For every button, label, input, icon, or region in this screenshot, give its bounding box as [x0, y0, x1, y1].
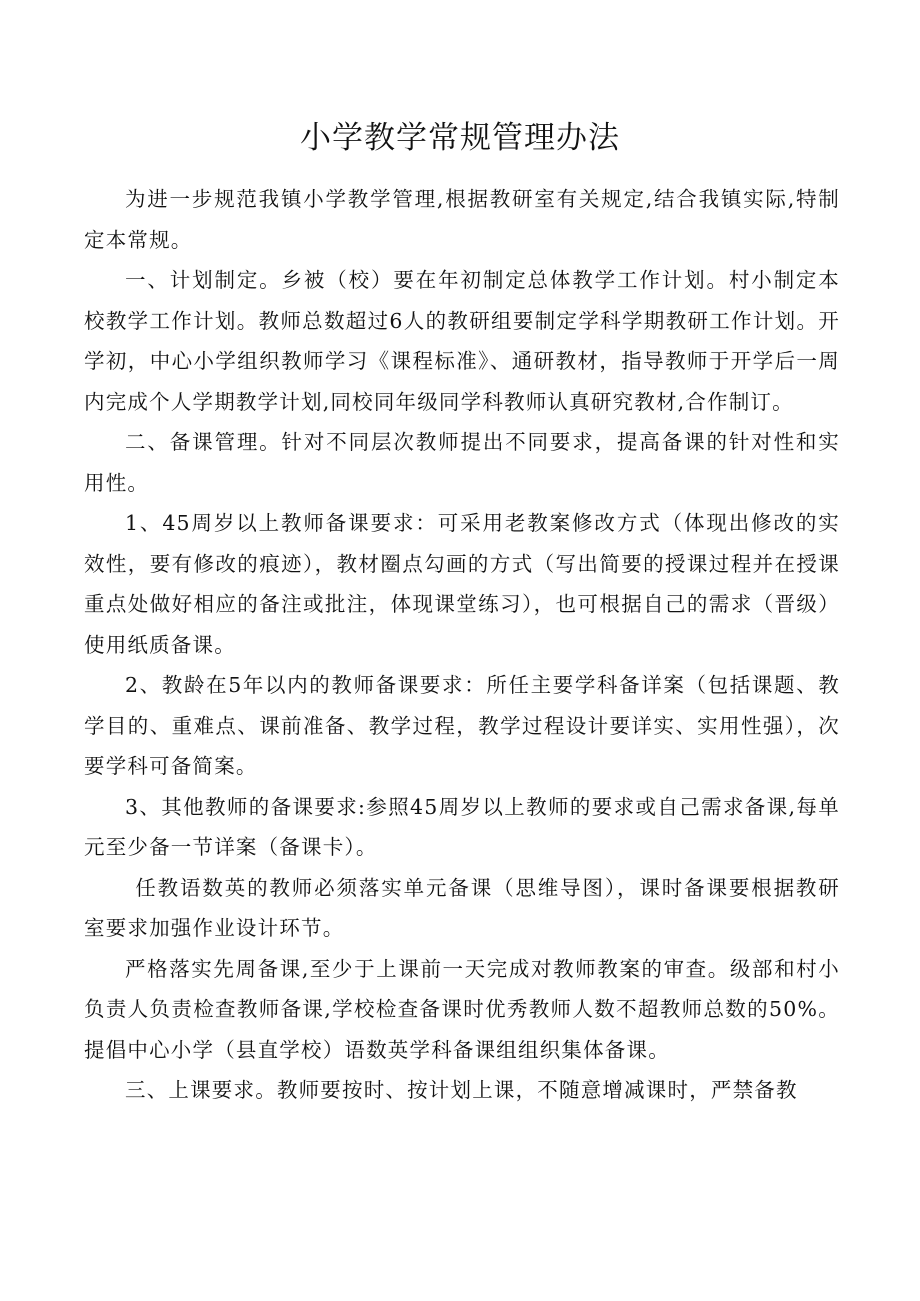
paragraph-class-requirements: 三、上课要求。教师要按时、按计划上课，不随意增减课时，严禁备教 — [125, 1078, 798, 1102]
paragraph-weekly-prep: 严格落实先周备课,至少于上课前一天完成对教师教案的审查。级部和村小负责人负责检查教师备课,学校检查备课时优秀教师人数不超教师总数的50%。提倡中心小学（县直学校）语数英学科备课组组织集体备课。 — [84, 956, 840, 1062]
paragraph-prep-item-1: 1、45周岁以上教师备课要求：可采用老教案修改方式（体现出修改的实效性，要有修改的痕迹），教材圈点勾画的方式（写出简要的授课过程并在授课重点处做好相应的备注或批注，体现课堂练习），也可根据自己的需求（晋级）使用纸质备课。 — [84, 511, 840, 657]
paragraph-unit-prep: 任教语数英的教师必须落实单元备课（思维导图），课时备课要根据教研室要求加强作业设计环节。 — [84, 875, 840, 940]
paragraph-lesson-prep: 二、备课管理。针对不同层次教师提出不同要求，提高备课的针对性和实用性。 — [84, 430, 840, 495]
document-title: 小学教学常规管理办法 — [300, 120, 620, 156]
paragraph-prep-item-3: 3、其他教师的备课要求:参照45周岁以上教师的要求或自己需求备课,每单元至少备一节详案（备课卡）。 — [84, 794, 840, 859]
paragraph-intro: 为进一步规范我镇小学教学管理,根据教研室有关规定,结合我镇实际,特制定本常规。 — [84, 187, 840, 252]
paragraph-prep-item-2: 2、教龄在5年以内的教师备课要求：所任主要学科备详案（包括课题、教学目的、重难点、课前准备、教学过程，教学过程设计要详实、实用性强），次要学科可备简案。 — [84, 673, 840, 778]
document-body — [84, 179, 840, 1111]
paragraph-planning: 一、计划制定。乡被（校）要在年初制定总体教学工作计划。村小制定本校教学工作计划。教师总数超过6人的教研组要制定学科学期教研工作计划。开学初，中心小学组织教师学习《课程标准》、通研教材，指导教师于开学后一周内完成个人学期教学计划,同校同年级同学科教师认真研究教材,合作制订。 — [84, 268, 840, 414]
